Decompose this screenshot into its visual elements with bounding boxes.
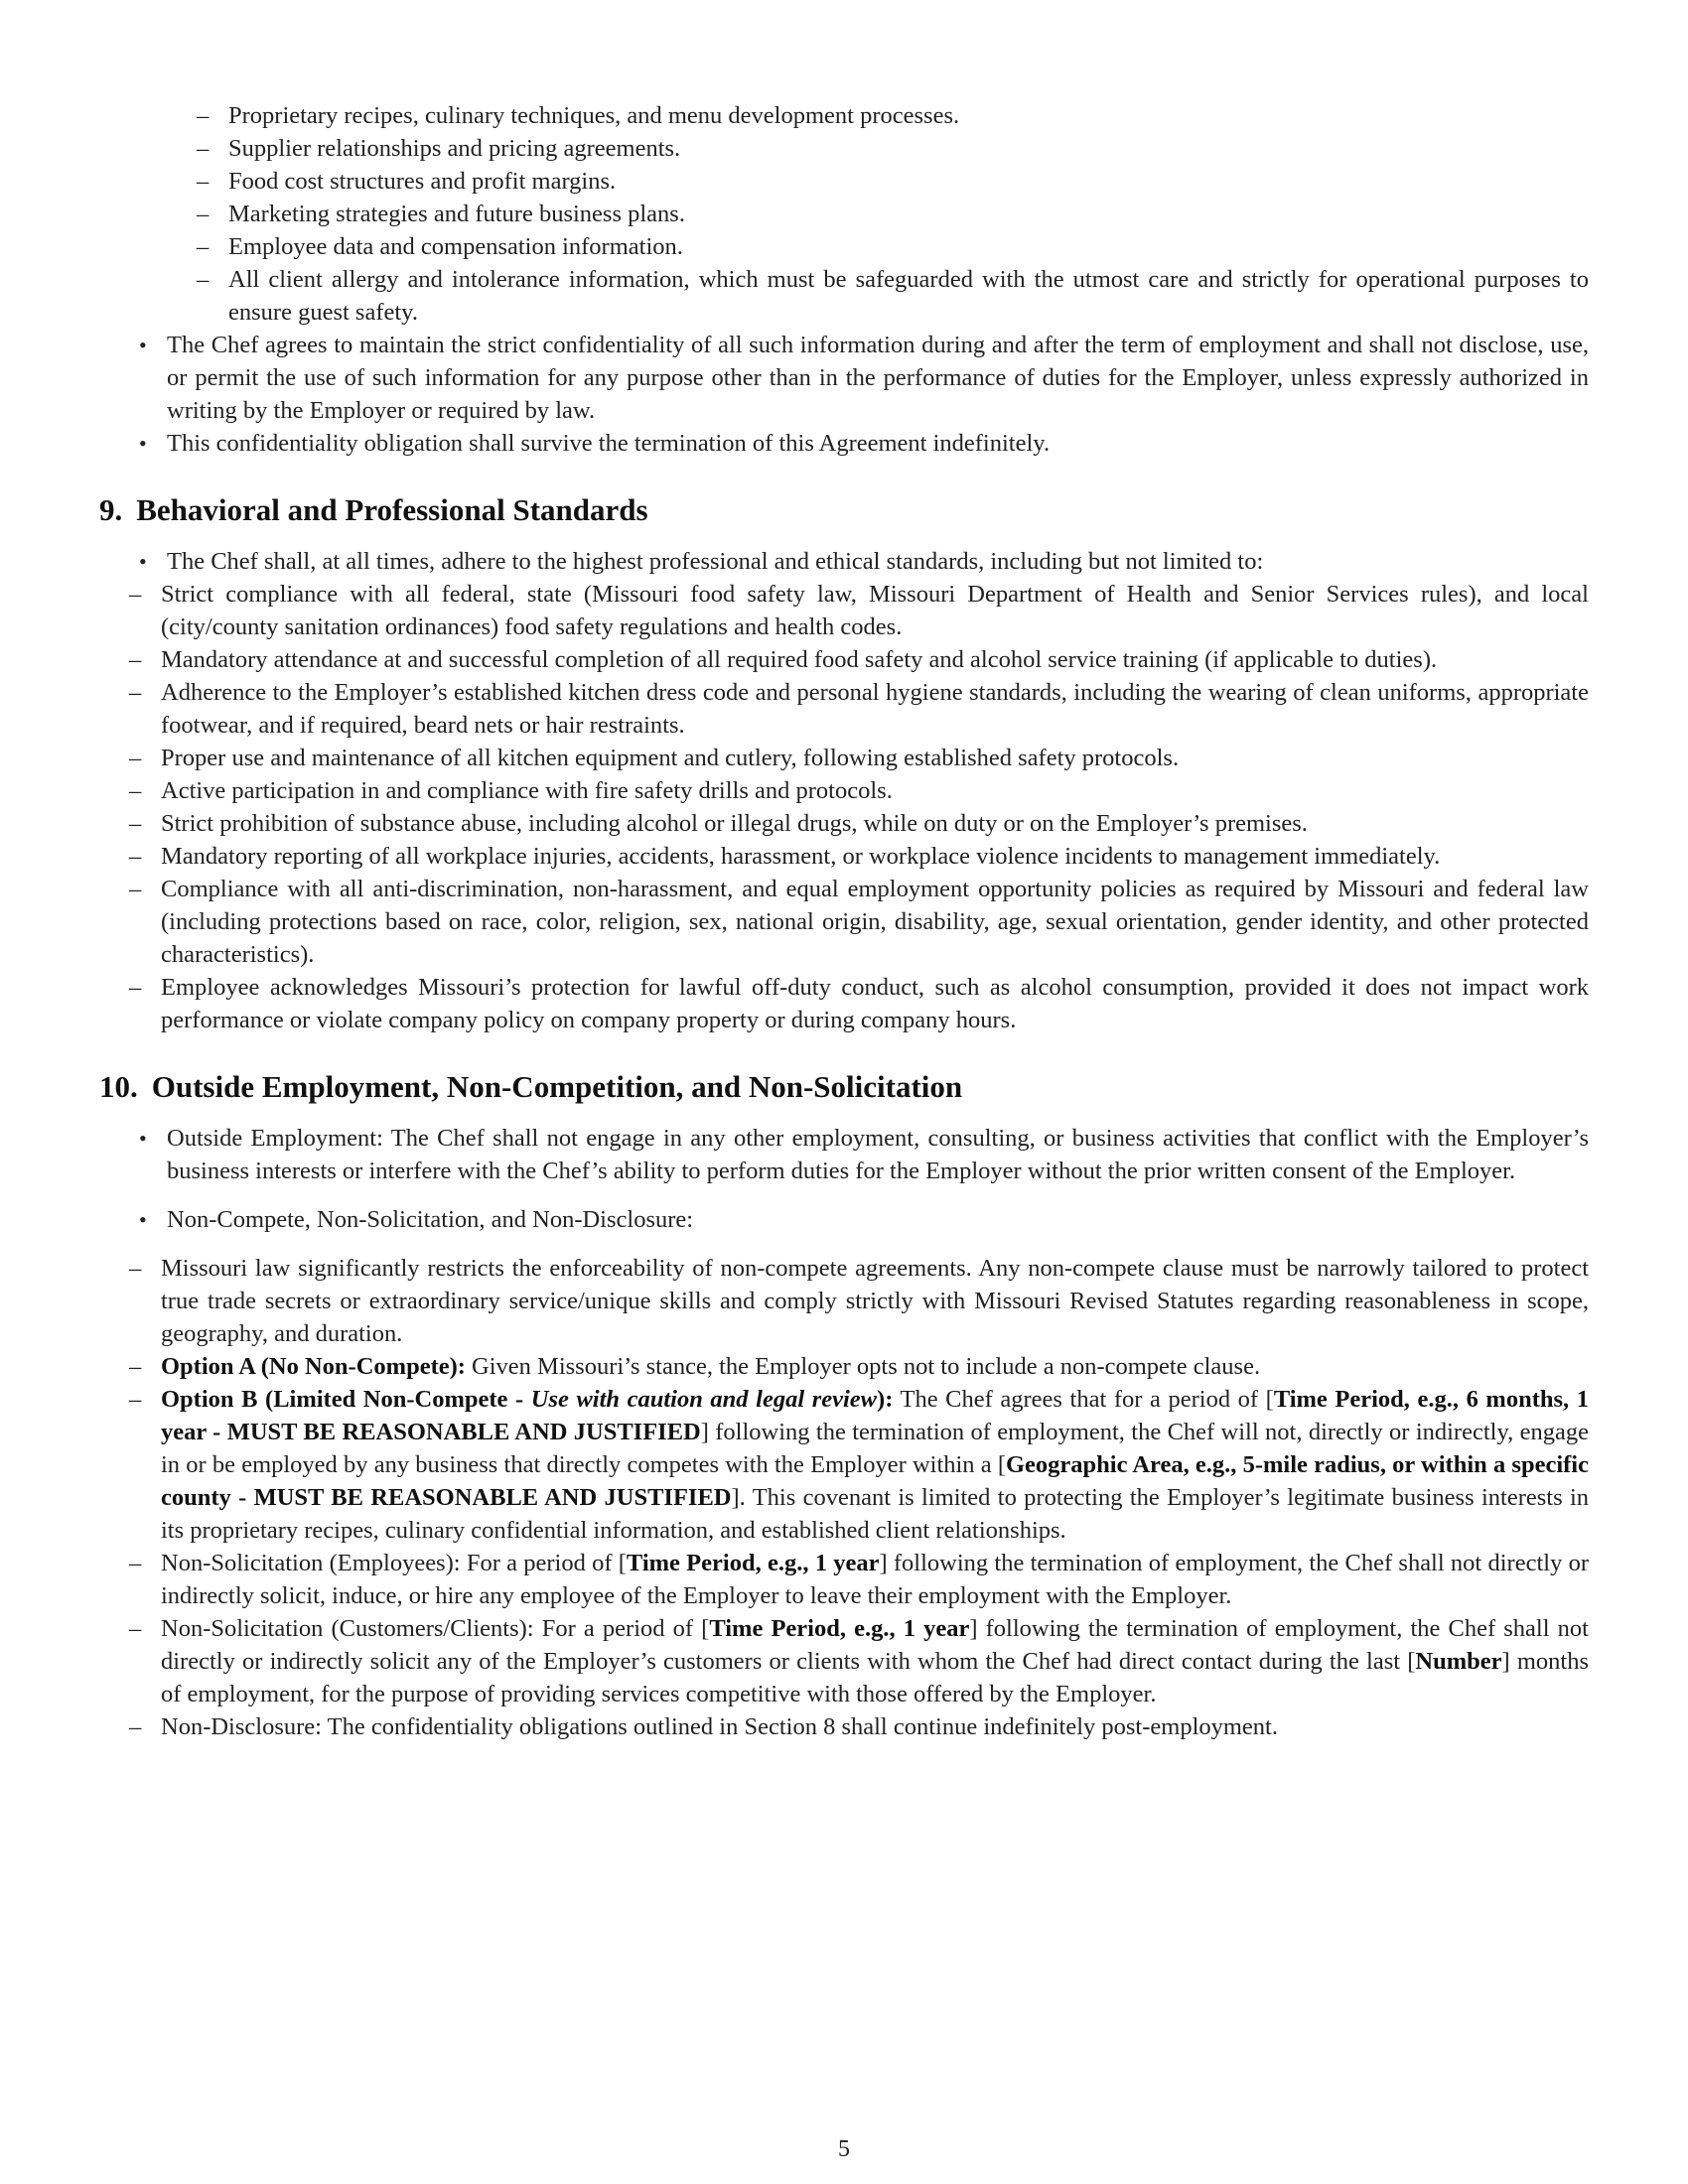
employment-restrictions-list [99,1122,1589,1187]
page-number: 5 [838,2136,850,2162]
sublist-item: – Mandatory attendance at and successful completion of all required food safety and alcohol service training (if applicable to duties). [32,643,1589,676]
list-item: • This confidentiality obligation shall survive the termination of this Agreement indefinitely. [99,427,1589,460]
geographic-area-placeholder: Geographic Area, e.g., 5-mile radius, or within a specific county - MUST BE REASONABLE AND JUSTIFIED [161,1451,1589,1511]
sublist-item: – Proper use and maintenance of all kitchen equipment and cutlery, following established safety protocols. [32,742,1589,774]
list-item: • Outside Employment: The Chef shall not engage in any other employment, consulting, or business activities that conflict with the Employer’s business interests or interfere with the Chef’s ability to perform duties for the Employer without the prior written consent of the Employer. [99,1122,1589,1187]
option-a-text: Given Missouri’s stance, the Employer opts not to include a non-compete clause. [465,1353,1261,1380]
sublist-item: – Food cost structures and profit margins. [99,165,1589,198]
list-item [99,99,1589,329]
sublist-item: – Employee data and compensation information. [99,230,1589,263]
sublist-item: – Adherence to the Employer’s established kitchen dress code and personal hygiene standards, including the wearing of clean uniforms, appropriate footwear, and if required, beard nets or hair restraints. [32,676,1589,742]
standards-list [99,545,1589,1036]
standards-sublist [99,578,1589,1036]
sublist-item: – Strict prohibition of substance abuse, including alcohol or illegal drugs, while on duty or on the Employer’s premises. [32,807,1589,840]
option-b-item: – Option B (Limited Non-Compete - Use with caution and legal review): The Chef agrees that for a period of [Time Period, e.g., 6 months, 1 year - MUST BE REASONABLE AND JUSTIFIED] following the termination of employment, the Chef will not, directly or indirectly, engage in or be employed by any business that directly competes with the Employer within a [Geographic Area, e.g., 5-mile radius, or within a specific county - MUST BE REASONABLE AND JUSTIFIED]. This covenant is limited to protecting the Employer’s legitimate business interests in its proprietary recipes, culinary confidential information, and established client relationships. [32,1383,1589,1547]
section-number: 9. [99,492,123,527]
sublist-item: – Active participation in and compliance with fire safety drills and protocols. [32,774,1589,807]
non-compete-sublist [99,1252,1589,1743]
standards-intro: The Chef shall, at all times, adhere to the highest professional and ethical standards, including but not limited to: [167,548,1264,575]
section-title: Behavioral and Professional Standards [136,492,648,527]
section-9-heading [99,491,1589,529]
section-number: 10. [99,1069,138,1104]
non-disclosure-item: – Non-Disclosure: The confidentiality obligations outlined in Section 8 shall continue indefinitely post-employment. [32,1710,1589,1743]
section-10-heading [99,1068,1589,1106]
list-item: • The Chef agrees to maintain the strict confidentiality of all such information during and after the term of employment and shall not disclose, use, or permit the use of such information for any purpose other than in the performance of duties for the Employer, unless expressly authorized in writing by the Employer or required by law. [99,329,1589,427]
sublist-item: – Mandatory reporting of all workplace injuries, accidents, harassment, or workplace violence incidents to management immediately. [32,840,1589,873]
non-solicitation-customers-item: – Non-Solicitation (Customers/Clients): For a period of [Time Period, e.g., 1 year] following the termination of employment, the Chef shall not directly or indirectly solicit any of the Employer’s customers or clients with whom the Chef had direct contact during the last [Number] months of employment, for the purpose of providing services competitive with those offered by the Employer. [32,1612,1589,1710]
option-b-label: Option B (Limited Non-Compete - Use with caution and legal review): [161,1386,894,1413]
time-period-placeholder: Time Period, e.g., 6 months, 1 year - MUST BE REASONABLE AND JUSTIFIED [161,1386,1589,1445]
sublist-item: – Missouri law significantly restricts the enforceability of non-compete agreements. Any non-compete clause must be narrowly tailored to protect true trade secrets or extraordinary service/unique skills and comply strictly with Missouri Revised Statutes regarding reasonableness in scope, geography, and duration. [32,1252,1589,1350]
confidentiality-list [99,99,1589,460]
sublist-item: – All client allergy and intolerance information, which must be safeguarded with the utmost care and strictly for operational purposes to ensure guest safety. [99,263,1589,329]
list-item [99,545,1589,1036]
sublist-item: – Marketing strategies and future business plans. [99,198,1589,230]
number-placeholder: Number [1415,1648,1502,1675]
time-period-placeholder: Time Period, e.g., 1 year [709,1615,970,1642]
time-period-placeholder: Time Period, e.g., 1 year [626,1550,880,1576]
sublist-item: – Supplier relationships and pricing agreements. [99,132,1589,165]
confidential-info-sublist [99,99,1589,329]
document-page [99,99,1589,1743]
sublist-item: – Proprietary recipes, culinary techniques, and menu development processes. [99,99,1589,132]
non-compete-list [99,1203,1589,1743]
list-item [99,1203,1589,1743]
section-title: Outside Employment, Non-Competition, and Non-Solicitation [151,1069,963,1104]
non-compete-heading: Non-Compete, Non-Solicitation, and Non-Disclosure: [167,1206,694,1233]
sublist-item: – Strict compliance with all federal, state (Missouri food safety law, Missouri Department of Health and Senior Services rules), and local (city/county sanitation ordinances) food safety regulations and health codes. [32,578,1589,643]
option-a-label: Option A (No Non-Compete): [161,1353,466,1380]
non-solicitation-employees-item: – Non-Solicitation (Employees): For a period of [Time Period, e.g., 1 year] following the termination of employment, the Chef shall not directly or indirectly solicit, induce, or hire any employee of the Employer to leave their employment with the Employer. [32,1547,1589,1612]
sublist-item: – Employee acknowledges Missouri’s protection for lawful off-duty conduct, such as alcohol consumption, provided it does not impact work performance or violate company policy on company property or during company hours. [32,971,1589,1036]
option-a-item [32,1350,1589,1383]
sublist-item: – Compliance with all anti-discrimination, non-harassment, and equal employment opportunity policies as required by Missouri and federal law (including protections based on race, color, religion, sex, national origin, disability, age, sexual orientation, gender identity, and other protected characteristics). [32,873,1589,971]
